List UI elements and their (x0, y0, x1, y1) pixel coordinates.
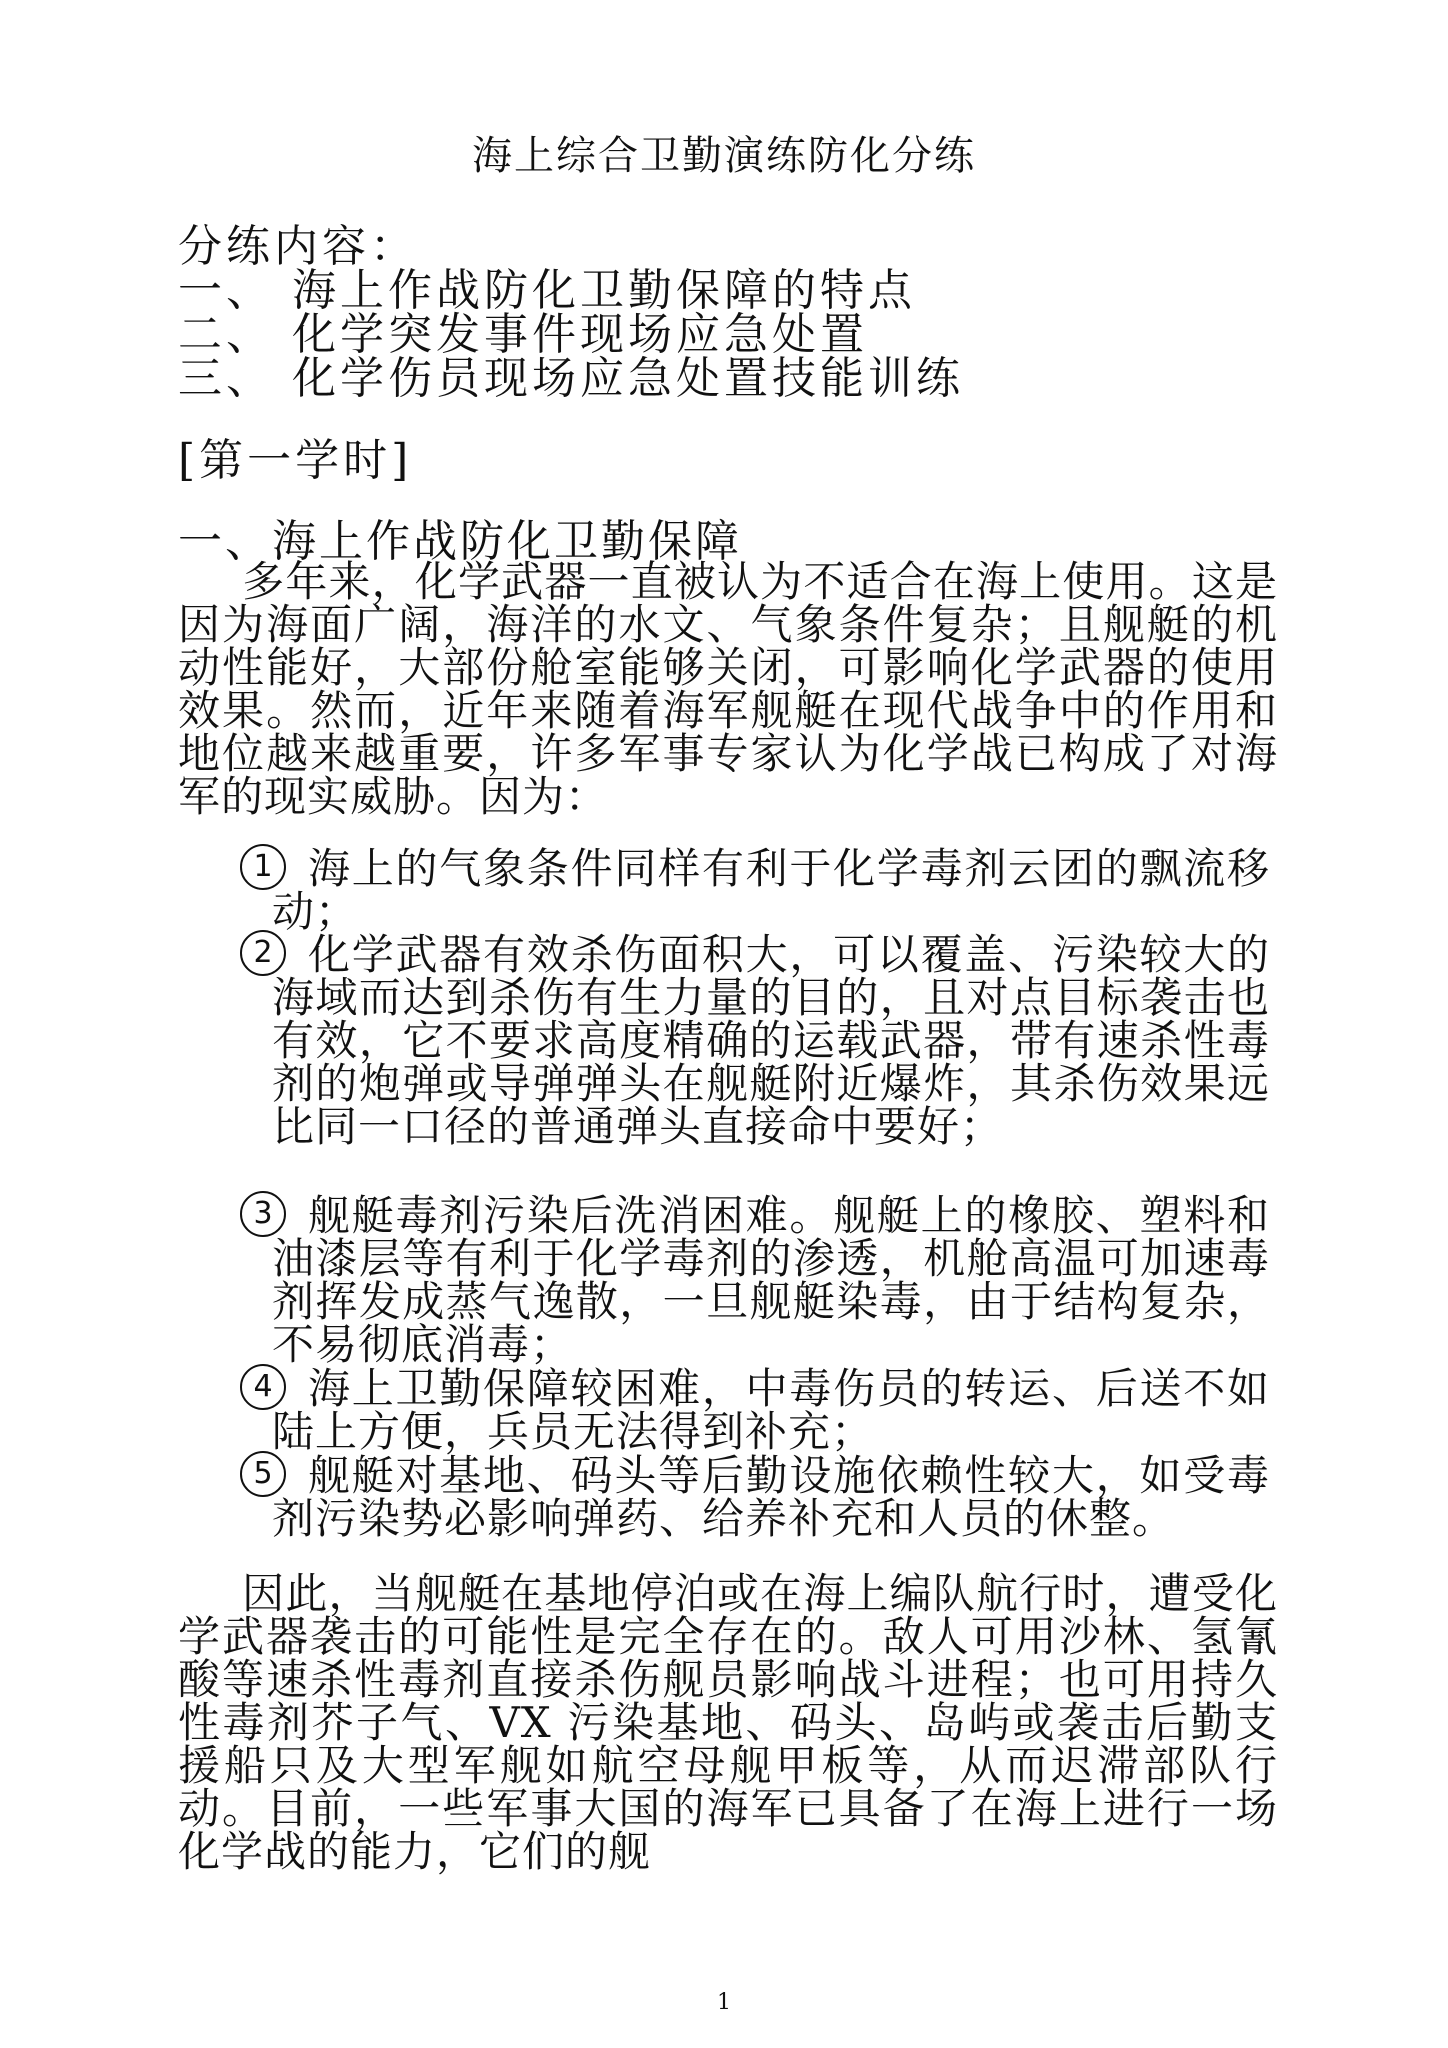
reason-item-2 (240, 920, 1270, 1151)
reason-marker: 1 (240, 844, 286, 890)
reason-marker: 3 (240, 1191, 286, 1237)
reason-text: 海上的气象条件同样有利于化学毒剂云团的飘流移动； (272, 844, 1270, 936)
reason-item-5 (240, 1441, 1270, 1543)
reason-marker: 5 (240, 1451, 286, 1497)
reason-item-1 (240, 834, 1270, 936)
intro-paragraph-text: 多年来，化学武器一直被认为不适合在海上使用。这是因为海面广阔，海洋的水文、气象条件复杂；且舰艇的机动性能好，大部份舱室能够关闭，可影响化学武器的使用效果。然而，近年来随着海军舰艇在现代战争中的作用和地位越来越重要，许多军事专家认为化学战已构成了对海军的现实威胁。因为： (178, 557, 1278, 821)
contents-heading: 分练内容： (178, 221, 418, 272)
closing-paragraph (178, 1569, 1278, 1876)
session-label: [第一学时] (178, 435, 413, 486)
closing-paragraph-text: 因此，当舰艇在基地停泊或在海上编队航行时，遭受化学武器袭击的可能性是完全存在的。敌人可用沙林、氢氰酸等速杀性毒剂直接杀伤舰员影响战斗进程；也可用持久性毒剂芥子气、VX 污染基地、码头、岛屿或袭击后勤支援船只及大型军舰如航空母舰甲板等，从而迟滞部队行动。目前，一些军事大国的海军已具备了在海上进行一场化学战的能力，它们的舰 (178, 1569, 1278, 1876)
section-heading: 一、海上作战防化卫勤保障 (178, 516, 742, 567)
contents-item-3: 三、 化学伤员现场应急处置技能训练 (178, 353, 964, 404)
document-title: 海上综合卫勤演练防化分练 (472, 133, 976, 179)
reason-text: 舰艇毒剂污染后洗消困难。舰艇上的橡胶、塑料和油漆层等有利于化学毒剂的渗透，机舱高温可加速毒剂挥发成蒸气逸散，一旦舰艇染毒，由于结构复杂，不易彻底消毒； (272, 1191, 1270, 1369)
intro-paragraph (178, 557, 1278, 821)
page-number: 1 (717, 1990, 731, 2015)
reason-marker: 4 (240, 1364, 286, 1410)
reason-text: 海上卫勤保障较困难，中毒伤员的转运、后送不如陆上方便，兵员无法得到补充； (272, 1364, 1270, 1456)
reason-item-4 (240, 1354, 1270, 1456)
reason-marker: 2 (240, 930, 286, 976)
reason-item-3 (240, 1181, 1270, 1369)
reason-text: 化学武器有效杀伤面积大，可以覆盖、污染较大的海域而达到杀伤有生力量的目的，且对点目标袭击也有效，它不要求高度精确的运载武器，带有速杀性毒剂的炮弹或导弹弹头在舰艇附近爆炸，其杀伤效果远比同一口径的普通弹头直接命中要好； (272, 930, 1270, 1151)
contents-item-2: 二、 化学突发事件现场应急处置 (178, 309, 868, 360)
reason-text: 舰艇对基地、码头等后勤设施依赖性较大，如受毒剂污染势必影响弹药、给养补充和人员的休整。 (272, 1451, 1270, 1543)
contents-item-1: 一、 海上作战防化卫勤保障的特点 (178, 265, 916, 316)
